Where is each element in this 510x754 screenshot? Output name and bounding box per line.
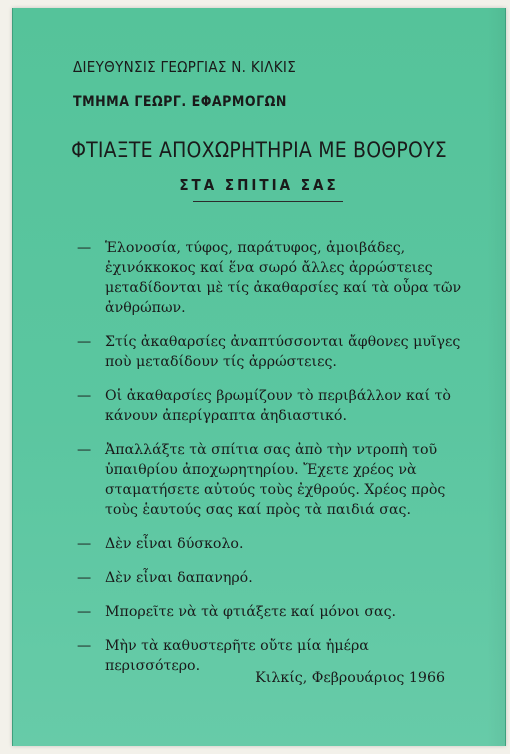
list-item-dash: — bbox=[77, 240, 92, 256]
list-item-text: Δὲν εἶναι δαπανηρό. bbox=[105, 570, 253, 586]
section-heading: ΤΜΗΜΑ ΓΕΩΡΓ. ΕΦΑΡΜΟΓΩΝ bbox=[73, 94, 287, 110]
title-underline bbox=[193, 201, 343, 202]
list-item-text: Ἀπαλλάξτε τὰ σπίτια σας ἀπὸ τὴν ντροπὴ τοῦ ὑπαιθρίου ἀποχωρητηρίου. Ἔχετε χρέος νὰ σταματήσετε αὐτούς τοὺς ἐχθρούς. Χρέος πρὸς τοὺς ἑαυτούς σας καί πρὸς τὰ παιδιά σας. bbox=[105, 442, 446, 518]
leaflet-body bbox=[77, 238, 467, 690]
list-item bbox=[77, 440, 467, 520]
list-item-dash: — bbox=[77, 604, 92, 620]
list-item bbox=[77, 534, 467, 554]
date-signature: Κιλκίς, Φεβρουάριος 1966 bbox=[255, 670, 445, 686]
list-item-text: Στίς ἀκαθαρσίες ἀναπτύσσονται ἄφθονες μυῖγες ποὺ μεταδίδουν τίς ἀρρώστειες. bbox=[105, 334, 461, 370]
list-item-text: Ἑλονοσία, τύφος, παράτυφος, ἀμοιβάδες, ἐχινόκκοκος καί ἕνα σωρό ἄλλες ἀρρώστειες μεταδίδονται μὲ τίς ἀκαθαρσίες καί τὰ οὖρα τῶν ἀνθρώπων. bbox=[105, 240, 462, 316]
page-title: ΦΤΙΑΞΤΕ ΑΠΟΧΩΡΗΤΗΡΙΑ ΜΕ ΒΟΘΡΟΥΣ bbox=[71, 138, 447, 162]
list-item-dash: — bbox=[77, 334, 92, 350]
list-item bbox=[77, 332, 467, 372]
list-item bbox=[77, 386, 467, 426]
list-item-text: Μπορεῖτε νὰ τὰ φτιάξετε καί μόνοι σας. bbox=[105, 604, 397, 620]
list-item-dash: — bbox=[77, 638, 92, 654]
leaflet-sheet bbox=[12, 8, 506, 746]
list-item-text: Οἱ ἀκαθαρσίες βρωμίζουν τὸ περιβάλλον καί τὸ κάνουν ἀπερίγραπτα ἀηδιαστικό. bbox=[105, 388, 451, 424]
list-item-text: Μὴν τὰ καθυστερῆτε οὔτε μία ἡμέρα περισσότερο. bbox=[105, 638, 369, 674]
list-item bbox=[77, 238, 467, 318]
list-item-dash: — bbox=[77, 536, 92, 552]
list-item bbox=[77, 568, 467, 588]
list-item-dash: — bbox=[77, 570, 92, 586]
page-subtitle: ΣΤΑ ΣΠΙΤΙΑ ΣΑΣ bbox=[179, 176, 339, 194]
list-item-text: Δὲν εἶναι δύσκολο. bbox=[105, 536, 244, 552]
list-item-dash: — bbox=[77, 442, 92, 458]
list-item bbox=[77, 602, 467, 622]
department-heading: ΔΙΕΥΘΥΝΣΙΣ ΓΕΩΡΓΙΑΣ Ν. ΚΙΛΚΙΣ bbox=[73, 58, 297, 76]
list-item-dash: — bbox=[77, 388, 92, 404]
